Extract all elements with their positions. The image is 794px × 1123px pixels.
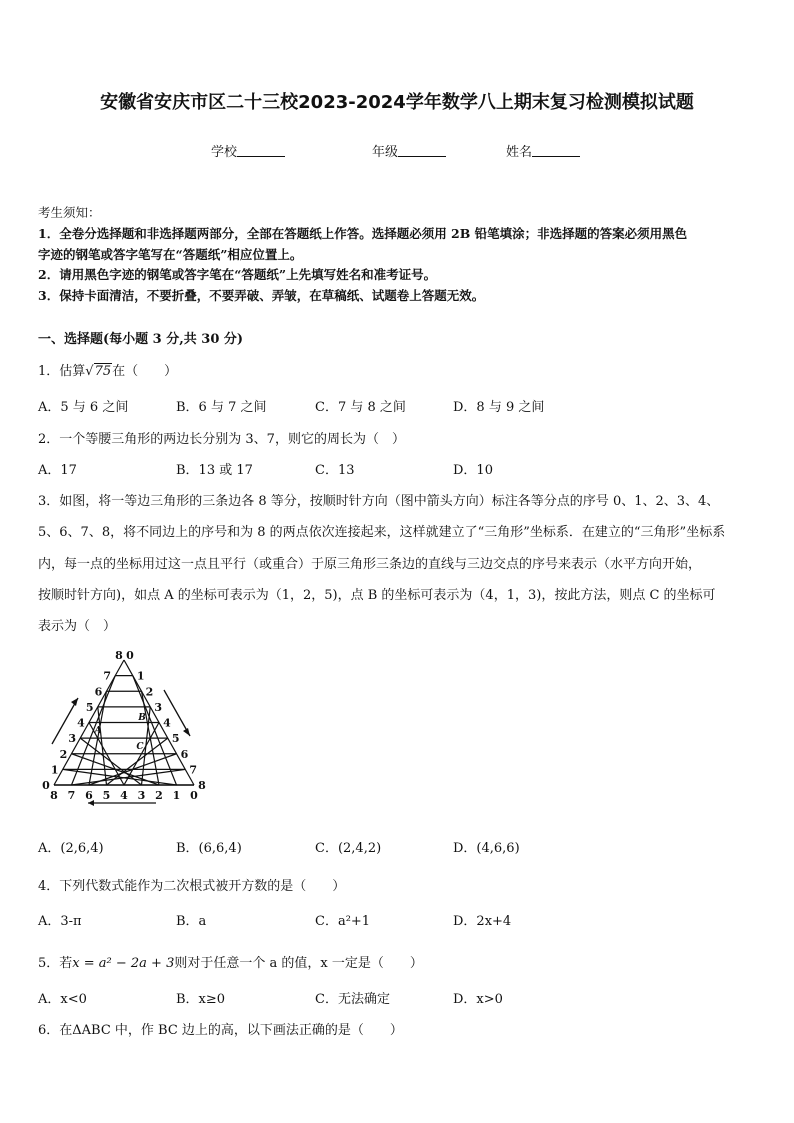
question-2-option-b: B．13 或 17 (176, 463, 253, 478)
question-1-suffix: 在（ ） (112, 364, 178, 379)
left-side-label: 7 (103, 669, 112, 683)
left-side-label: 4 (77, 716, 85, 730)
left-side-label: 0 (42, 779, 50, 792)
bottom-label: 1 (172, 789, 181, 802)
question-5-option-d: D．x>0 (453, 992, 503, 1007)
triangle-coordinate-figure (36, 648, 216, 806)
question-5-prefix: 5．若 (38, 956, 73, 971)
right-arrow-head-icon (183, 728, 190, 736)
school-field (211, 141, 285, 160)
point-label-c: C (136, 742, 144, 752)
question-2-option-c: C．13 (315, 463, 355, 478)
question-3-line-5: 表示为（ ） (38, 619, 117, 634)
right-side-label: 1 (136, 669, 145, 683)
page-title: 安徽省安庆市区二十三校2023-2024学年数学八上期末复习检测模拟试题 (100, 92, 694, 113)
question-1-prefix: 1．估算 (38, 364, 86, 379)
question-3-line-3: 内，每一点的坐标用过这一点且平行（或重合）于原三角形三条边的直线与三边交点的序号来表示（水平方向开始， (38, 557, 702, 572)
question-1-option-a: A．5 与 6 之间 (38, 400, 129, 415)
question-5-suffix: 则对于任意一个 a 的值，x 一定是（ ） (174, 956, 423, 971)
point-label-b: B (138, 713, 146, 723)
question-2-option-a: A．17 (38, 463, 77, 478)
school-label: 学校 (211, 145, 238, 160)
right-side-label: 2 (145, 685, 154, 699)
bottom-label: 2 (155, 789, 163, 802)
right-side-label: 3 (154, 700, 163, 714)
question-5-expression: x = a² − 2a + 3 (72, 956, 175, 971)
right-side-label: 6 (180, 747, 189, 761)
question-4-stem: 4．下列代数式能作为二次根式被开方数的是（ ） (38, 879, 346, 894)
bottom-label: 0 (190, 789, 198, 802)
top-label: 8 (115, 649, 123, 662)
question-2-option-d: D．10 (453, 463, 493, 478)
bottom-label: 4 (120, 789, 128, 802)
notice-heading: 考生须知： (38, 205, 101, 220)
notice-item-1-line-2: 字迹的钢笔或答字笔写在“答题纸”相应位置上。 (38, 247, 303, 262)
question-1-stem (38, 360, 177, 379)
question-2-stem: 2．一个等腰三角形的两边长分别为 3、7，则它的周长为（ ） (38, 432, 405, 447)
sqrt-symbol: √ (85, 364, 94, 379)
school-blank (237, 144, 285, 157)
grid-line-left (80, 738, 141, 785)
question-5-stem (38, 952, 423, 971)
question-4-option-a: A．3-π (38, 914, 82, 929)
grid-line-left (63, 769, 177, 785)
point-label-a: A (94, 726, 102, 736)
grade-label: 年级 (372, 145, 399, 160)
question-1-option-b: B．6 与 7 之间 (176, 400, 267, 415)
top-label: 0 (126, 649, 134, 662)
notice-item-1-line-1: 1．全卷分选择题和非选择题两部分，全部在答题纸上作答。选择题必须用 2B 铅笔填涂；非选择题的答案必须用黑色 (38, 226, 688, 241)
name-blank (532, 144, 580, 157)
question-3-line-4: 按顺时针方向)，如点 A 的坐标可表示为（1，2，5)，点 B 的坐标可表示为（4，1，3)，按此方法，则点 C 的坐标可 (38, 588, 716, 603)
left-arrow-head-icon (71, 698, 78, 706)
section-heading: 一、选择题(每小题 3 分,共 30 分) (38, 332, 244, 347)
question-4-option-c: C．a²+1 (315, 914, 371, 929)
right-side-label: 5 (171, 732, 180, 746)
question-3-line-2: 5、6、7、8，将不同边上的序号和为 8 的两点依次连接起来，这样就建立了“三角形”坐标系．在建立的“三角形”坐标系 (38, 525, 726, 540)
notice-item-2: 2．请用黑色字迹的钢笔或答字笔在“答题纸”上先填写姓名和准考证号。 (38, 267, 437, 282)
name-label: 姓名 (506, 145, 533, 160)
bottom-label: 3 (137, 789, 146, 802)
left-side-label: 5 (85, 700, 94, 714)
question-5-option-a: A．x<0 (38, 992, 87, 1007)
bottom-label: 7 (67, 789, 76, 802)
right-side-label: 7 (189, 763, 198, 777)
left-side-label: 2 (59, 747, 68, 761)
triangle-labels (42, 649, 206, 802)
right-side-label: 4 (163, 716, 171, 730)
question-3-line-1: 3．如图，将一等边三角形的三条边各 8 等分，按顺时针方向（图中箭头方向）标注各等分点的序号 0、1、2、3、4、 (38, 494, 720, 509)
bottom-label: 6 (85, 789, 93, 802)
grade-blank (398, 144, 446, 157)
name-field (506, 141, 580, 160)
question-5-option-c: C．无法确定 (315, 992, 390, 1007)
left-side-label: 3 (68, 732, 77, 746)
question-1-radicand: 75 (94, 364, 112, 379)
left-side-label: 6 (94, 685, 103, 699)
question-1-option-d: D．8 与 9 之间 (453, 400, 545, 415)
notice-item-3: 3．保持卡面清洁，不要折叠，不要弄破、弄皱，在草稿纸、试题卷上答题无效。 (38, 288, 485, 303)
question-3-option-a: A．(2,6,4) (38, 841, 104, 856)
question-3-option-c: C．(2,4,2) (315, 841, 382, 856)
question-1-option-c: C．7 与 8 之间 (315, 400, 406, 415)
question-3-option-b: B．(6,6,4) (176, 841, 242, 856)
grid-line-right (72, 769, 186, 785)
left-side-label: 1 (50, 763, 59, 777)
question-6-stem: 6．在ΔABC 中，作 BC 边上的高，以下画法正确的是（ ） (38, 1023, 403, 1038)
right-side-label: 8 (198, 779, 206, 792)
question-4-option-d: D．2x+4 (453, 914, 512, 929)
question-4-option-b: B．a (176, 914, 207, 929)
grade-field (372, 141, 446, 160)
bottom-label: 5 (102, 789, 111, 802)
triangle-grid (54, 660, 194, 785)
question-3-option-d: D．(4,6,6) (453, 841, 520, 856)
bottom-label: 8 (50, 789, 58, 802)
question-5-option-b: B．x≥0 (176, 992, 226, 1007)
